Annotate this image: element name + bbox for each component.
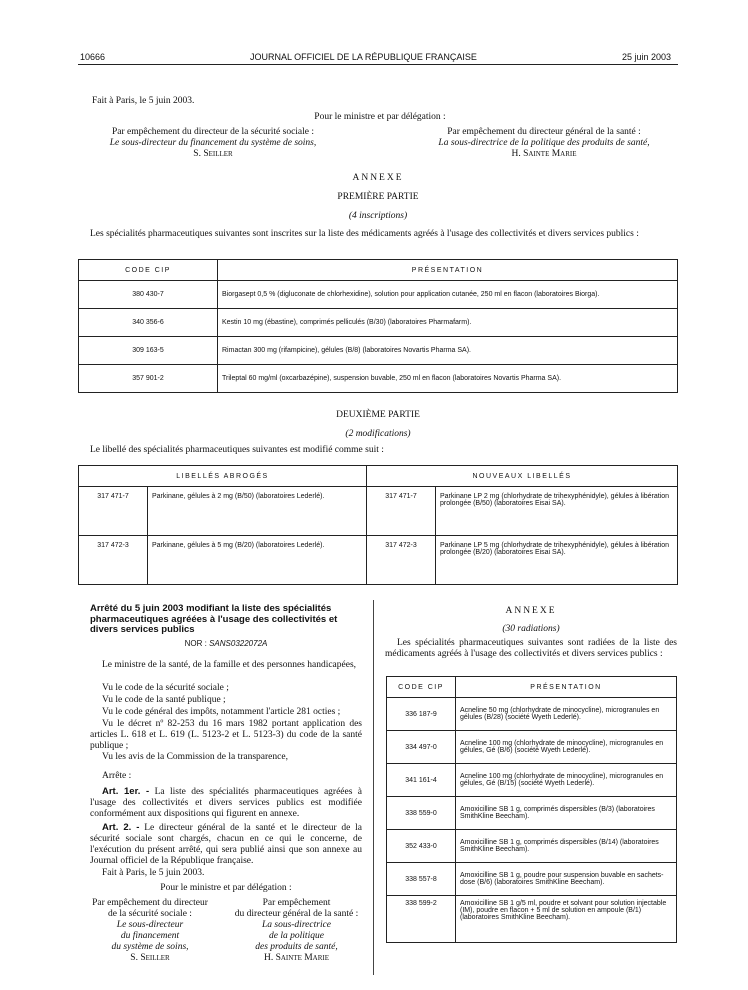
col-nouveaux-libelles: NOUVEAUX LIBELLÉS bbox=[367, 466, 678, 487]
journal-title: JOURNAL OFFICIEL DE LA RÉPUBLIQUE FRANÇAISE bbox=[250, 52, 477, 62]
pour-le-ministre: Pour le ministre et par délégation : bbox=[314, 112, 446, 122]
table-row bbox=[387, 764, 677, 797]
arrete-left4: du financement bbox=[120, 931, 180, 941]
arrete-ministre: Le ministre de la santé, de la famille et des personnes handicapées, bbox=[102, 660, 357, 670]
cell-code: 317 472-3 bbox=[367, 536, 436, 585]
article-1-label: Art. 1er. - bbox=[102, 786, 150, 797]
header-rule bbox=[78, 64, 678, 65]
cell-code: 338 559-0 bbox=[387, 797, 456, 830]
cell-code: 317 471-7 bbox=[367, 487, 436, 536]
table-row bbox=[387, 698, 677, 731]
table-inscriptions bbox=[78, 259, 678, 393]
sig-left-line1: Par empêchement du directeur de la sécurité sociale : bbox=[111, 127, 315, 137]
arrete-label: Arrête : bbox=[102, 771, 132, 781]
arrete-right4: de la politique bbox=[269, 931, 324, 941]
cell-code: 336 187-9 bbox=[387, 698, 456, 731]
cell-old-label: Parkinane, gélules à 5 mg (B/20) (laboratoires Lederlé). bbox=[148, 536, 367, 585]
table-modifications bbox=[78, 465, 678, 585]
page-number: 10666 bbox=[80, 52, 106, 62]
cell-code: 357 901-2 bbox=[79, 365, 218, 393]
part1-subtitle: (4 inscriptions) bbox=[348, 211, 408, 221]
article-1 bbox=[90, 786, 362, 820]
article-2 bbox=[90, 822, 362, 867]
cell-new-label: Parkinane LP 5 mg (chlorhydrate de trihexyphénidyle), gélules à libération prolongée (B/20) (laboratoires Eisai SA). bbox=[436, 536, 678, 585]
part2-subtitle: (2 modifications) bbox=[345, 429, 411, 439]
sig-right-name: H. Sainte Marie bbox=[511, 149, 577, 159]
article-2-label: Art. 2. - bbox=[102, 822, 140, 833]
arrete-left5: du système de soins, bbox=[111, 942, 189, 952]
table-row bbox=[387, 896, 677, 943]
article-2-text: Le directeur général de la santé et le directeur de la sécurité sociale sont chargés, chacun en ce qui le concerne, de l'exécution du présent arrêté, qui sera publié ainsi que son annexe au Journal officiel de la République française. bbox=[90, 823, 362, 866]
col-presentation: PRÉSENTATION bbox=[218, 260, 678, 281]
sig-left-name: S. Seiller bbox=[193, 149, 233, 159]
arrete-left-name: S. Seiller bbox=[130, 953, 170, 963]
part1-intro: Les spécialités pharmaceutiques suivantes sont inscrites sur la liste des médicaments agréés à l'usage des collectivités et divers services publics : bbox=[90, 229, 639, 239]
vu-csp: Vu le code de la santé publique ; bbox=[102, 695, 226, 705]
cell-code: 317 472-3 bbox=[79, 536, 148, 585]
nor-line bbox=[90, 639, 362, 648]
cell-presentation: Trileptal 60 mg/ml (oxcarbazépine), suspension buvable, 250 ml en flacon (laboratoires Novartis Pharma SA). bbox=[218, 365, 678, 393]
sig-right-line2: La sous-directrice de la politique des produits de santé, bbox=[438, 138, 650, 148]
cell-presentation: Acneline 100 mg (chlorhydrate de minocycline), microgranules en gélules, Gé (B/15) (société Wyeth Lederlé). bbox=[456, 764, 677, 797]
arrete-right5: des produits de santé, bbox=[255, 942, 338, 952]
article-1-text: La liste des spécialités pharmaceutiques agréées à l'usage des collectivités et divers services publics est modifiée conformément aux dispositions qui figurent en annexe. bbox=[90, 787, 363, 819]
issue-date: 25 juin 2003 bbox=[622, 52, 672, 62]
cell-code: 340 356-6 bbox=[79, 309, 218, 337]
cell-presentation: Amoxicilline SB 1 g, poudre pour suspension buvable en sachets-dose (B/6) (laboratoires SmithKline Beecham). bbox=[456, 863, 677, 896]
cell-presentation: Biorgasept 0,5 % (digluconate de chlorhexidine), solution pour application cutanée, 250 ml en flacon (laboratoires Biorga). bbox=[218, 281, 678, 309]
cell-code: 352 433-0 bbox=[387, 830, 456, 863]
table-radiations bbox=[386, 676, 677, 943]
cell-code: 380 430-7 bbox=[79, 281, 218, 309]
cell-code: 309 163-5 bbox=[79, 337, 218, 365]
vu-decret: Vu le décret nº 82-253 du 16 mars 1982 portant application des articles L. 618 et L. 619 (L. 5123-2 et L. 5123-3) du code de la santé publique ; bbox=[90, 719, 362, 751]
col-code-cip: CODE CIP bbox=[387, 677, 456, 698]
fait-a-paris: Fait à Paris, le 5 juin 2003. bbox=[92, 96, 195, 106]
table-row bbox=[79, 281, 678, 309]
table-row bbox=[79, 365, 678, 393]
annexe-title: ANNEXE bbox=[352, 173, 404, 183]
column-divider bbox=[373, 600, 374, 975]
arrete-pour: Pour le ministre et par délégation : bbox=[160, 883, 292, 893]
cell-presentation: Amoxicilline SB 1 g, comprimés dispersibles (B/14) (laboratoires SmithKline Beecham). bbox=[456, 830, 677, 863]
arrete-left3: Le sous-directeur bbox=[116, 920, 184, 930]
cell-presentation: Acneline 100 mg (chlorhydrate de minocycline), microgranules en gélules, Gé (B/6) (société Wyeth Lederlé). bbox=[456, 731, 677, 764]
table-row bbox=[79, 337, 678, 365]
arrete-right2: du directeur général de la santé : bbox=[234, 909, 359, 919]
nor-label: NOR : bbox=[184, 639, 207, 648]
cell-old-label: Parkinane, gélules à 2 mg (B/50) (laboratoires Lederlé). bbox=[148, 487, 367, 536]
vu-cgi: Vu le code général des impôts, notamment l'article 281 octies ; bbox=[102, 707, 341, 717]
vu-avis: Vu les avis de la Commission de la transparence, bbox=[102, 752, 288, 762]
arrete-right-name: H. Sainte Marie bbox=[263, 953, 330, 963]
cell-new-label: Parkinane LP 2 mg (chlorhydrate de trihexyphénidyle), gélules à libération prolongée (B/50) (laboratoires Eisai SA). bbox=[436, 487, 678, 536]
arrete-left1: Par empêchement du directeur bbox=[92, 898, 208, 908]
sig-left-line2: Le sous-directeur du financement du système de soins, bbox=[109, 138, 317, 148]
annexe-right-subtitle: (30 radiations) bbox=[502, 624, 560, 634]
annexe-right-intro: Les spécialités pharmaceutiques suivantes sont radiées de la liste des médicaments agréés à l'usage des collectivités et divers services publics : bbox=[385, 638, 677, 659]
arrete-left2: de la sécurité sociale : bbox=[108, 909, 192, 919]
part2-intro: Le libellé des spécialités pharmaceutiques suivantes est modifié comme suit : bbox=[90, 445, 384, 455]
part1-title: PREMIÈRE PARTIE bbox=[337, 192, 419, 202]
part2-title: DEUXIÈME PARTIE bbox=[336, 410, 420, 420]
cell-presentation: Rimactan 300 mg (rifampicine), gélules (B/8) (laboratoires Novartis Pharma SA). bbox=[218, 337, 678, 365]
table-row bbox=[387, 830, 677, 863]
col-libelles-abroges: LIBELLÉS ABROGÉS bbox=[79, 466, 367, 487]
table-row bbox=[387, 863, 677, 896]
cell-code: 341 161-4 bbox=[387, 764, 456, 797]
arrete-title: Arrêté du 5 juin 2003 modifiant la liste des spécialités pharmaceutiques agréées à l'usage des collectivités et divers services publics bbox=[90, 603, 338, 635]
cell-code: 338 599-2 bbox=[387, 896, 456, 943]
col-presentation: PRÉSENTATION bbox=[456, 677, 677, 698]
sig-right-line1: Par empêchement du directeur général de la santé : bbox=[447, 127, 641, 137]
table-row bbox=[387, 797, 677, 830]
cell-presentation: Amoxicilline SB 1 g, comprimés dispersibles (B/3) (laboratoires SmithKline Beecham). bbox=[456, 797, 677, 830]
annexe-right-title: ANNEXE bbox=[505, 606, 557, 616]
table-row bbox=[79, 536, 678, 585]
arrete-fait: Fait à Paris, le 5 juin 2003. bbox=[102, 868, 205, 878]
cell-code: 338 557-8 bbox=[387, 863, 456, 896]
arrete-right1: Par empêchement bbox=[262, 898, 331, 908]
vu-css: Vu le code de la sécurité sociale ; bbox=[102, 683, 229, 693]
table-row bbox=[79, 487, 678, 536]
cell-presentation: Kestin 10 mg (ébastine), comprimés pelliculés (B/30) (laboratoires Pharmafarm). bbox=[218, 309, 678, 337]
cell-presentation: Acneline 50 mg (chlorhydrate de minocycline), microgranules en gélules (B/28) (société Wyeth Lederlé). bbox=[456, 698, 677, 731]
cell-code: 317 471-7 bbox=[79, 487, 148, 536]
arrete-right3: La sous-directrice bbox=[261, 920, 332, 930]
nor-value: SANS0322072A bbox=[209, 639, 268, 648]
cell-code: 334 497-0 bbox=[387, 731, 456, 764]
col-code-cip: CODE CIP bbox=[79, 260, 218, 281]
table-row bbox=[387, 731, 677, 764]
cell-presentation: Amoxicilline SB 1 g/5 ml, poudre et solvant pour solution injectable (IM), poudre en flacon + 5 ml de solution en ampoule (B/1) (laboratoires SmithKline Beecham). bbox=[456, 896, 677, 943]
table-row bbox=[79, 309, 678, 337]
